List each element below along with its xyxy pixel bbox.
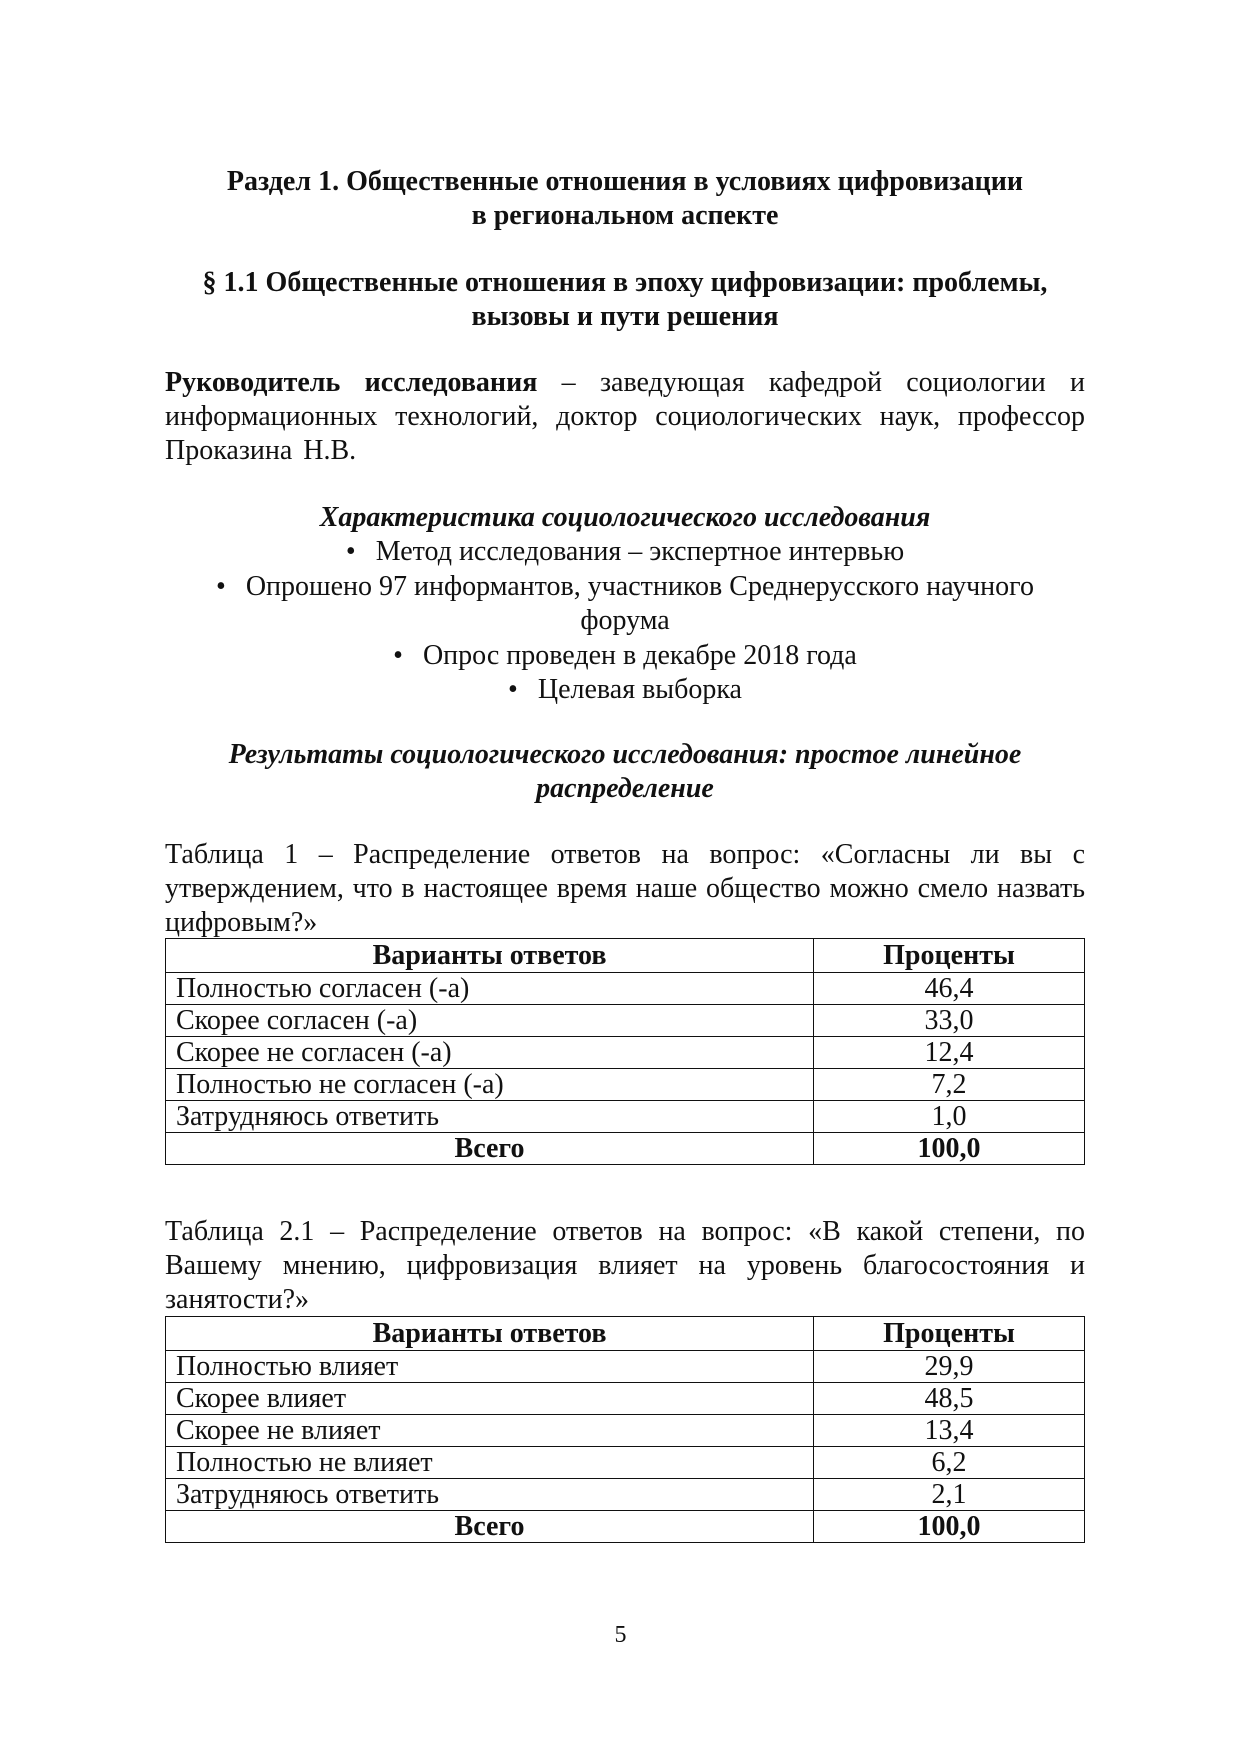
section-title-line: Раздел 1. Общественные отношения в условиях цифровизации — [226, 166, 1024, 197]
characteristics-list — [165, 535, 1085, 708]
percent-cell: 29,9 — [814, 1351, 1085, 1383]
list-item: • Целевая выборка — [165, 673, 1085, 708]
table-row — [166, 1415, 1085, 1447]
supervisor-label: Руководитель исследования — [165, 367, 538, 398]
table-row — [166, 1447, 1085, 1479]
supervisor-paragraph — [165, 366, 1085, 468]
table-row — [166, 1037, 1085, 1069]
section-title-line: в региональном аспекте — [471, 200, 779, 231]
answer-cell: Затрудняюсь ответить — [166, 1101, 814, 1133]
list-item: • Опрос проведен в декабре 2018 года — [165, 639, 1085, 674]
total-label: Всего — [166, 1511, 814, 1543]
list-item: • Опрошено 97 информантов, участников Среднерусского научного форума — [165, 570, 1085, 639]
table-row — [166, 973, 1085, 1005]
answer-cell: Полностью согласен (-а) — [166, 973, 814, 1005]
answer-cell: Полностью не влияет — [166, 1447, 814, 1479]
column-header: Проценты — [814, 1317, 1085, 1351]
percent-cell: 6,2 — [814, 1447, 1085, 1479]
subsection-title-line: § 1.1 Общественные отношения в эпоху цифровизации: проблемы, — [202, 267, 1048, 298]
table1-caption: Таблица 1 – Распределение ответов на вопрос: «Согласны ли вы с утверждением, что в настоящее время наше общество можно смело назвать цифровым?» — [165, 839, 1085, 938]
table2 — [165, 1316, 1085, 1543]
list-item: • Метод исследования – экспертное интервью — [165, 535, 1085, 570]
characteristics-title: Характеристика социологического исследования — [319, 502, 931, 533]
percent-cell: 33,0 — [814, 1005, 1085, 1037]
column-header: Проценты — [814, 939, 1085, 973]
percent-cell: 46,4 — [814, 973, 1085, 1005]
total-value: 100,0 — [814, 1511, 1085, 1543]
percent-cell: 7,2 — [814, 1069, 1085, 1101]
percent-cell: 48,5 — [814, 1383, 1085, 1415]
results-title: Результаты социологического исследования: простое линейное распределение — [228, 739, 1022, 804]
table-row — [166, 1383, 1085, 1415]
column-header: Варианты ответов — [166, 1317, 814, 1351]
answer-cell: Полностью влияет — [166, 1351, 814, 1383]
subsection-title — [165, 266, 1085, 334]
answer-cell: Скорее согласен (-а) — [166, 1005, 814, 1037]
subsection-title-line: вызовы и пути решения — [471, 301, 779, 332]
table-row — [166, 1101, 1085, 1133]
table-row — [166, 1005, 1085, 1037]
answer-cell: Скорее не влияет — [166, 1415, 814, 1447]
page-number: 5 — [614, 1622, 627, 1648]
total-value: 100,0 — [814, 1133, 1085, 1165]
table-row — [166, 1479, 1085, 1511]
answer-cell: Скорее влияет — [166, 1383, 814, 1415]
answer-cell: Затрудняюсь ответить — [166, 1479, 814, 1511]
percent-cell: 12,4 — [814, 1037, 1085, 1069]
column-header: Варианты ответов — [166, 939, 814, 973]
supervisor-text: – заведующая кафедрой социологии и информационных технологий, доктор социологических наук, профессор Проказина Н.В. — [165, 367, 1085, 466]
answer-cell: Полностью не согласен (-а) — [166, 1069, 814, 1101]
table2-caption: Таблица 2.1 – Распределение ответов на вопрос: «В какой степени, по Вашему мнению, цифровизация влияет на уровень благосостояния и занятости?» — [165, 1216, 1085, 1315]
answer-cell: Скорее не согласен (-а) — [166, 1037, 814, 1069]
total-row — [166, 1511, 1085, 1543]
total-label: Всего — [166, 1133, 814, 1165]
table-row — [166, 1069, 1085, 1101]
section-title — [165, 165, 1085, 233]
percent-cell: 1,0 — [814, 1101, 1085, 1133]
percent-cell: 13,4 — [814, 1415, 1085, 1447]
table-row — [166, 1351, 1085, 1383]
total-row — [166, 1133, 1085, 1165]
percent-cell: 2,1 — [814, 1479, 1085, 1511]
table1 — [165, 938, 1085, 1165]
